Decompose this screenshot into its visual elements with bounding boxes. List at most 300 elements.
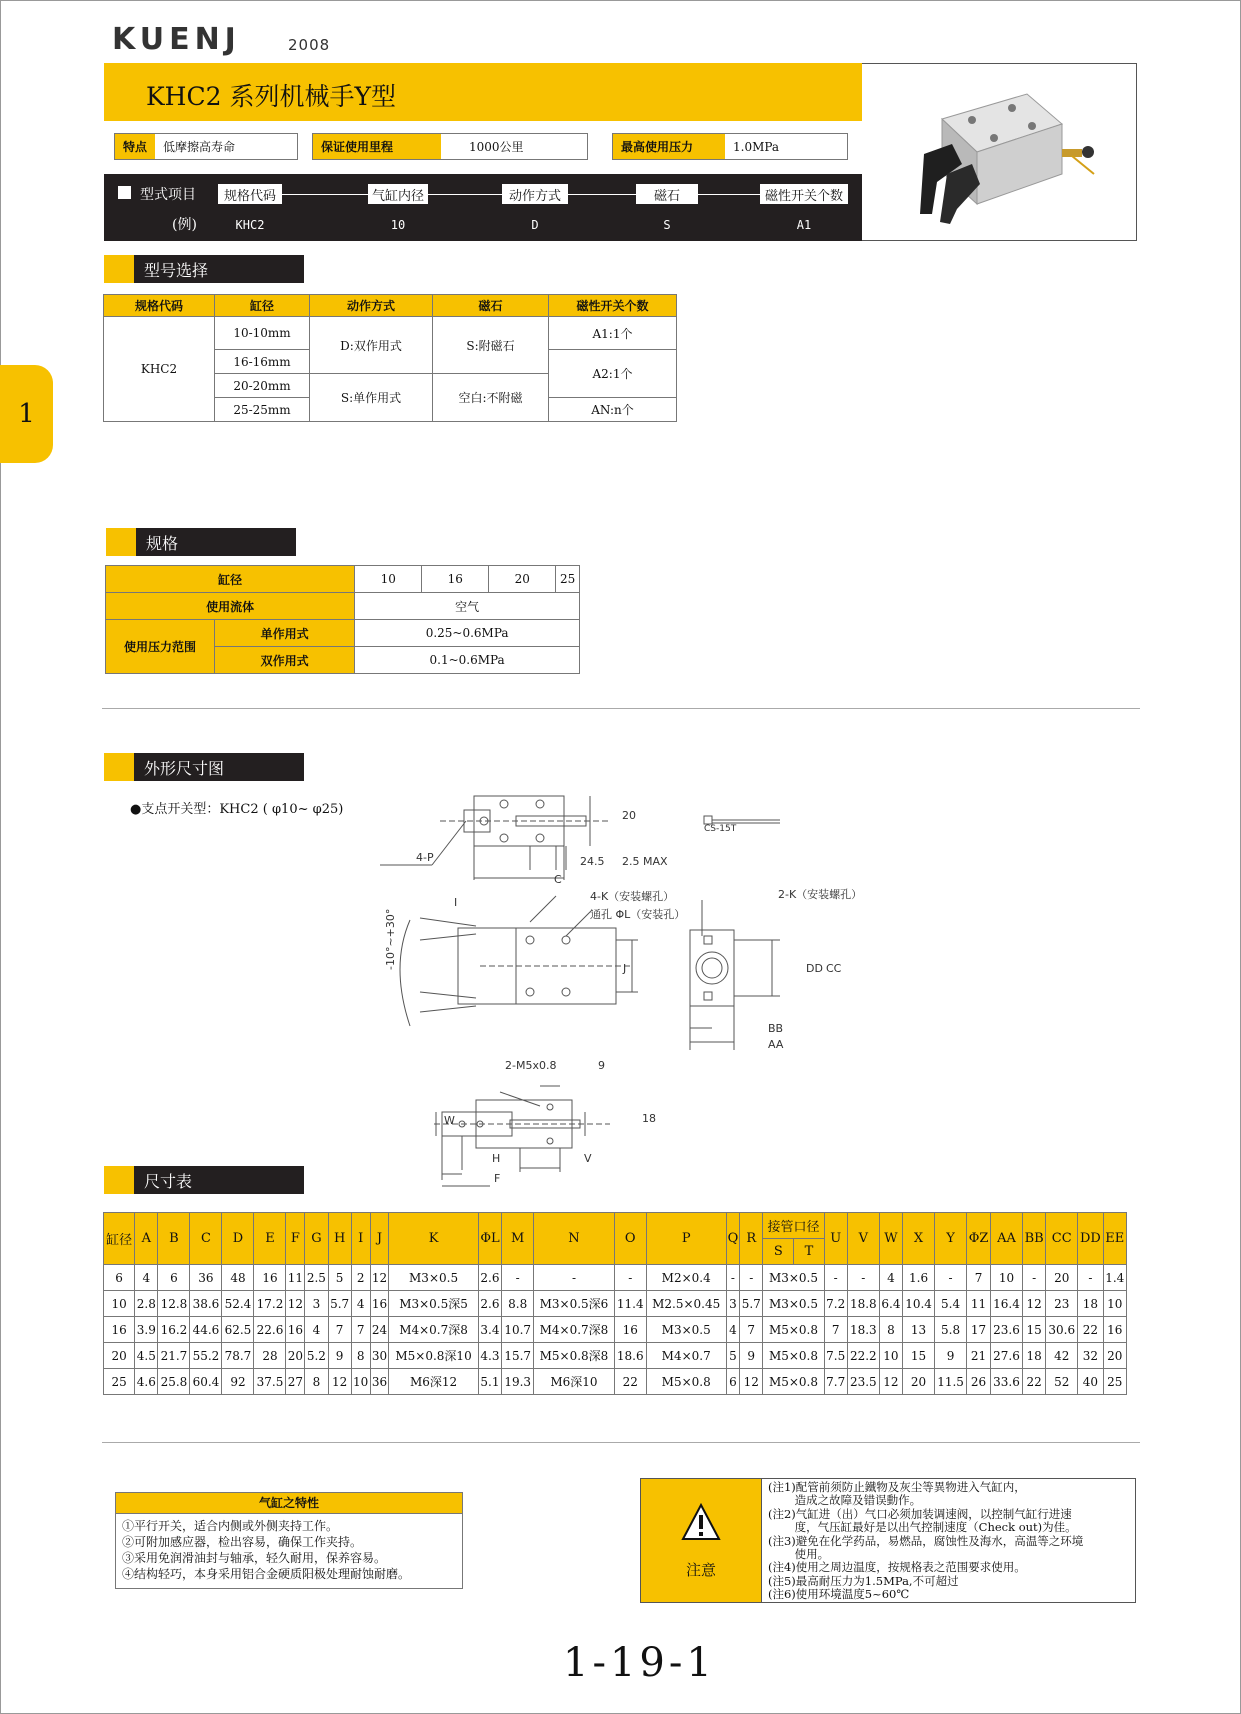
table-cell: 7 [740,1317,763,1343]
table-cell: 2.6 [478,1265,501,1291]
table-cell: 4 [879,1265,902,1291]
dim-label: 20 [622,809,636,822]
table-cell: 10 [1103,1291,1126,1317]
table-cell: - [847,1265,879,1291]
dim-label: 2-K（安装螺孔） [778,888,863,901]
dim-label: 2.5 MAX [622,855,668,868]
code-item-switch: 磁性开关个数 [760,184,848,204]
dim-label: 9 [598,1059,605,1072]
cell: 16 [422,566,489,593]
table-cell: 5.1 [478,1369,501,1395]
th: F [286,1213,305,1265]
table-cell: 1.6 [903,1265,935,1291]
table-cell: - [1023,1265,1046,1291]
dim-label: AA [768,1038,784,1051]
th: 单作用式 [215,620,355,647]
feature-item: ②可附加感应器，检出容易，确保工作夹持。 [122,1535,363,1549]
th: B [158,1213,190,1265]
table-cell: 60.4 [190,1369,222,1395]
code-item-action: 动作方式 [502,184,568,204]
dimension-table [103,1212,1127,1395]
square-bullet-icon [118,186,131,199]
cell: 空气 [355,593,580,620]
th: P [646,1213,726,1265]
table-cell: 23 [1046,1291,1078,1317]
th: BB [1023,1213,1046,1265]
cell-bore: 10-10mm [215,317,310,350]
table-cell: 21 [967,1343,991,1369]
outline-caption: ●支点开关型：KHC2 ( φ10~ φ25) [130,802,344,817]
dimension-table-head [104,1213,1127,1265]
dim-label: CS-15T [704,824,737,834]
table-cell: 22 [614,1369,646,1395]
th: AA [991,1213,1023,1265]
example-label: (例) [172,217,197,233]
table-cell: 11 [967,1291,991,1317]
th: G [305,1213,328,1265]
th: H [328,1213,351,1265]
features-box-title: 气缸之特性 [116,1493,462,1514]
code-value-magnet: S [663,218,671,232]
chapter-tab: 1 [0,365,53,463]
dim-label: W [444,1114,455,1127]
table-cell: 2.5 [305,1265,328,1291]
th: D [222,1213,254,1265]
th: ΦL [478,1213,501,1265]
table-cell: 33.6 [991,1369,1023,1395]
table-cell: 2 [351,1265,370,1291]
th: DD [1078,1213,1103,1265]
th: C [190,1213,222,1265]
th: V [847,1213,879,1265]
table-cell: M5×0.8 [763,1343,824,1369]
cell-switch: A1:1个 [549,317,677,350]
dim-label: 4-K（安装螺孔） [590,890,675,903]
spec-table [105,565,580,674]
table-cell: 92 [222,1369,254,1395]
table-cell: - [726,1265,739,1291]
outline-drawing [380,790,800,1190]
divider [102,1442,1140,1443]
note-line: (注5)最高耐压力为1.5MPa,不可超过 [768,1573,959,1588]
th: 规格代码 [104,295,215,317]
table-cell: - [824,1265,847,1291]
th: A [135,1213,158,1265]
th: 使用流体 [106,593,355,620]
feature-item: ③采用免润滑油封与轴承，轻久耐用，保养容易。 [122,1551,387,1565]
note-line: (注4)使用之周边温度，按规格表之范围要求使用。 [768,1560,1026,1575]
feature-label: 保证使用里程 [313,134,441,159]
table-cell: 55.2 [190,1343,222,1369]
th: N [534,1213,615,1265]
section-dims [104,1166,304,1194]
table-cell: 12 [740,1369,763,1395]
table-cell: 10 [991,1265,1023,1291]
table-cell: 78.7 [222,1343,254,1369]
table-cell: 19.3 [502,1369,534,1395]
table-cell: 16 [1103,1317,1126,1343]
table-cell: 22 [1023,1369,1046,1395]
table-row [104,1317,1127,1343]
table-cell: M4×0.7深8 [389,1317,478,1343]
table-cell: 5.2 [305,1343,328,1369]
caution-notes [762,1479,1135,1602]
dim-label: 4-P [416,851,434,864]
caution-title: 注意 [685,1561,716,1579]
model-code-bar [104,174,862,241]
table-cell: M5×0.8 [646,1369,726,1395]
table-cell: 4.5 [135,1343,158,1369]
cylinder-features-box [115,1492,463,1589]
feature-label: 特点 [115,134,155,159]
table-cell: 12 [370,1265,389,1291]
th: 双作用式 [215,647,355,674]
table-cell: 15 [1023,1317,1046,1343]
table-cell: 52.4 [222,1291,254,1317]
code-item-bore: 气缸内径 [368,184,428,204]
section-title: 尺寸表 [134,1166,304,1194]
divider [102,708,1140,709]
table-cell: 5.8 [935,1317,967,1343]
table-cell: 8.8 [502,1291,534,1317]
table-cell: - [935,1265,967,1291]
feature-value: 1000公里 [469,140,524,154]
section-title: 规格 [136,528,296,556]
th: CC [1046,1213,1078,1265]
th: I [351,1213,370,1265]
table-cell: 10.7 [502,1317,534,1343]
cell: 0.1~0.6MPa [355,647,580,674]
table-cell: 7 [351,1317,370,1343]
table-cell: 16 [614,1317,646,1343]
table-cell: M6深12 [389,1369,478,1395]
table-cell: 3.4 [478,1317,501,1343]
cell-code: KHC2 [104,317,215,422]
th: R [740,1213,763,1265]
cell-magnet: S:附磁石 [433,317,549,374]
table-cell: M4×0.7 [646,1343,726,1369]
th: M [502,1213,534,1265]
table-cell: 7 [328,1317,351,1343]
table-cell: - [614,1265,646,1291]
caution-box [640,1478,1136,1603]
table-cell: 25.8 [158,1369,190,1395]
table-cell: - [502,1265,534,1291]
table-cell: 16 [286,1317,305,1343]
table-cell: M4×0.7深8 [534,1317,615,1343]
table-cell: M2.5×0.45 [646,1291,726,1317]
table-cell: 17.2 [254,1291,286,1317]
table-cell: 9 [935,1343,967,1369]
table-cell: 27 [286,1369,305,1395]
dim-label: C [554,873,562,886]
dim-label: I [454,896,458,909]
table-cell: 12.8 [158,1291,190,1317]
th: Q [726,1213,739,1265]
cell-bore: 20-20mm [215,374,310,398]
table-cell: M3×0.5深5 [389,1291,478,1317]
table-cell: 24 [370,1317,389,1343]
code-value-spec: KHC2 [235,218,265,232]
table-cell: 6 [158,1265,190,1291]
table-row [104,1343,1127,1369]
warning-icon [681,1503,721,1541]
table-cell: 20 [903,1369,935,1395]
table-cell: 38.6 [190,1291,222,1317]
note-line: 度，气压缸最好是以出气控制速度（Check out)为佳。 [768,1520,1077,1535]
cell-switch: AN:n个 [549,398,677,422]
table-cell: 52 [1046,1369,1078,1395]
table-cell: M3×0.5 [389,1265,478,1291]
table-cell: 48 [222,1265,254,1291]
table-cell: 5.7 [740,1291,763,1317]
feature-item: ①平行开关，适合内侧或外侧夹持工作。 [122,1519,339,1533]
th-sub: T [794,1239,824,1265]
table-cell: 22 [1078,1317,1103,1343]
table-cell: 36 [190,1265,222,1291]
table-cell: 17 [967,1317,991,1343]
table-cell: 28 [254,1343,286,1369]
page-number: 1-19-1 [563,1640,716,1686]
th: 使用压力范围 [106,620,215,674]
table-cell: 30.6 [1046,1317,1078,1343]
th: ΦZ [967,1213,991,1265]
section-title: 外形尺寸图 [134,753,304,781]
table-cell: 11 [286,1265,305,1291]
th: J [370,1213,389,1265]
feature-item: ④结构轻巧，本身采用铝合金硬质阳极处理耐蚀耐磨。 [122,1567,411,1581]
table-cell: 37.5 [254,1369,286,1395]
section-spec [106,528,296,556]
table-row [104,1369,1127,1395]
note-line: 使用。 [768,1547,830,1562]
table-cell: 5.7 [328,1291,351,1317]
table-cell: M3×0.5 [646,1317,726,1343]
table-cell: 36 [370,1369,389,1395]
table-cell: 42 [1046,1343,1078,1369]
cell-switch: A2:1个 [549,350,677,398]
dim-label: 通孔 ΦL（安装孔） [590,908,686,921]
cell-action: D:双作用式 [310,317,433,374]
table-cell: M5×0.8 [763,1369,824,1395]
table-cell: 20 [104,1343,135,1369]
dim-label: V [584,1152,592,1165]
table-cell: 15 [903,1343,935,1369]
code-value-bore: 10 [390,218,406,232]
th: 磁性开关个数 [549,295,677,317]
dim-label: DD [806,962,823,975]
table-cell: 1.4 [1103,1265,1126,1291]
table-cell: 9 [328,1343,351,1369]
feature-value: 低摩擦高寿命 [163,140,236,154]
table-cell: 4 [135,1265,158,1291]
th-sub: S [763,1239,794,1265]
cell-action: S:单作用式 [310,374,433,422]
section-model-select [104,255,304,283]
dim-label: -10°~+30° [384,908,397,970]
table-cell: 22.2 [847,1343,879,1369]
brand-year: 2008 [288,36,331,54]
table-cell: 20 [1103,1343,1126,1369]
table-cell: 21.7 [158,1343,190,1369]
feature-value: 1.0MPa [733,139,780,154]
table-cell: 16.2 [158,1317,190,1343]
table-cell: - [534,1265,615,1291]
table-cell: 7 [824,1317,847,1343]
th: 缸径 [106,566,355,593]
table-cell: 27.6 [991,1343,1023,1369]
table-row [104,1265,1127,1291]
table-cell: M5×0.8 [763,1317,824,1343]
table-cell: 10 [104,1291,135,1317]
cell: 20 [489,566,556,593]
dim-label: 18 [642,1112,656,1125]
feature-characteristic [114,133,298,160]
table-cell: 23.6 [991,1317,1023,1343]
th: U [824,1213,847,1265]
cell-bore: 16-16mm [215,350,310,374]
code-item-magnet: 磁石 [636,184,698,204]
table-cell: 26 [967,1369,991,1395]
table-cell: 6 [104,1265,135,1291]
th: E [254,1213,286,1265]
cell: 10 [355,566,422,593]
table-cell: 5.4 [935,1291,967,1317]
dim-label: J [623,962,627,975]
table-cell: 16 [104,1317,135,1343]
table-cell: 8 [351,1343,370,1369]
table-cell: M3×0.5深6 [534,1291,615,1317]
table-cell: 12 [1023,1291,1046,1317]
feature-pressure [612,133,848,160]
table-cell: 2.6 [478,1291,501,1317]
table-cell: 10 [879,1343,902,1369]
table-cell: 40 [1078,1369,1103,1395]
dimension-table-body [104,1265,1127,1395]
table-cell: 3.9 [135,1317,158,1343]
table-cell: 11.5 [935,1369,967,1395]
dim-label: CC [826,962,842,975]
brand-logo: KUENJ [112,22,241,57]
table-cell: 4.6 [135,1369,158,1395]
table-cell: 9 [740,1343,763,1369]
table-cell: 4.3 [478,1343,501,1369]
dim-label: 2-M5x0.8 [505,1059,557,1072]
dim-label: F [494,1172,501,1185]
section-outline [104,753,304,781]
table-cell: 20 [286,1343,305,1369]
table-cell: 6.4 [879,1291,902,1317]
table-cell: 4 [351,1291,370,1317]
feature-row [104,121,862,174]
dim-label: 24.5 [580,855,605,868]
note-line: (注2)气缸进（出）气口必须加装调速阀，以控制气缸行进速 [768,1506,1072,1521]
table-cell: 25 [104,1369,135,1395]
th: 磁石 [433,295,549,317]
table-cell: 12 [879,1369,902,1395]
table-cell: 3 [726,1291,739,1317]
table-cell: 18 [1078,1291,1103,1317]
cell: 25 [556,566,580,593]
th: K [389,1213,478,1265]
cell-bore: 25-25mm [215,398,310,422]
note-line: (注3)避免在化学药品，易燃品，腐蚀性及海水，高温等之环境 [768,1533,1084,1548]
table-cell: 6 [726,1369,739,1395]
table-cell: 5 [726,1343,739,1369]
table-cell: 8 [305,1369,328,1395]
table-cell: 16 [254,1265,286,1291]
table-cell: M3×0.5 [763,1291,824,1317]
table-cell: M2×0.4 [646,1265,726,1291]
table-cell: 11.4 [614,1291,646,1317]
table-cell: 18.3 [847,1317,879,1343]
th: 缸径 [215,295,310,317]
model-select-table [103,294,677,422]
table-cell: 30 [370,1343,389,1369]
table-cell: 7.5 [824,1343,847,1369]
th: X [903,1213,935,1265]
table-cell: 32 [1078,1343,1103,1369]
table-cell: 4 [726,1317,739,1343]
note-line: (注6)使用环境温度5~60℃ [768,1587,910,1602]
table-cell: 15.7 [502,1343,534,1369]
table-cell: M3×0.5 [763,1265,824,1291]
cell: 0.25~0.6MPa [355,620,580,647]
table-cell: 16.4 [991,1291,1023,1317]
th: EE [1103,1213,1126,1265]
table-cell: M5×0.8深10 [389,1343,478,1369]
section-title: 型号选择 [134,255,304,283]
dim-label: BB [768,1022,784,1035]
table-cell: 18.8 [847,1291,879,1317]
caution-icon-panel [641,1479,762,1602]
th: 动作方式 [310,295,433,317]
th: W [879,1213,902,1265]
code-item-spec: 规格代码 [218,184,282,204]
th: O [614,1213,646,1265]
note-line: (注1)配管前须防止鐵物及灰尘等異物进入气缸内， [768,1480,1026,1494]
table-cell: 18.6 [614,1343,646,1369]
model-code-label: 型式项目 [140,187,196,203]
table-cell: 2.8 [135,1291,158,1317]
table-cell: 5 [328,1265,351,1291]
table-cell: 10 [351,1369,370,1395]
table-cell: M5×0.8深8 [534,1343,615,1369]
feature-mileage [312,133,588,160]
table-cell: 13 [903,1317,935,1343]
table-cell: 44.6 [190,1317,222,1343]
page-title: KHC2 系列机械手Y型 [146,82,396,111]
code-value-switch: A1 [796,218,812,232]
table-cell: - [740,1265,763,1291]
table-cell: 4 [305,1317,328,1343]
th: 接管口径 [763,1213,824,1239]
table-cell: 7.7 [824,1369,847,1395]
table-cell: 7.2 [824,1291,847,1317]
table-cell: 12 [328,1369,351,1395]
cell-magnet: 空白:不附磁 [433,374,549,422]
dim-label: H [492,1152,501,1165]
title-bar [104,63,862,121]
code-value-action: D [531,218,539,232]
table-cell: 12 [286,1291,305,1317]
table-cell: 3 [305,1291,328,1317]
gripper-illustration [862,64,1136,241]
feature-label: 最高使用压力 [613,134,725,159]
table-cell: 10.4 [903,1291,935,1317]
table-cell: 20 [1046,1265,1078,1291]
table-cell: 16 [370,1291,389,1317]
